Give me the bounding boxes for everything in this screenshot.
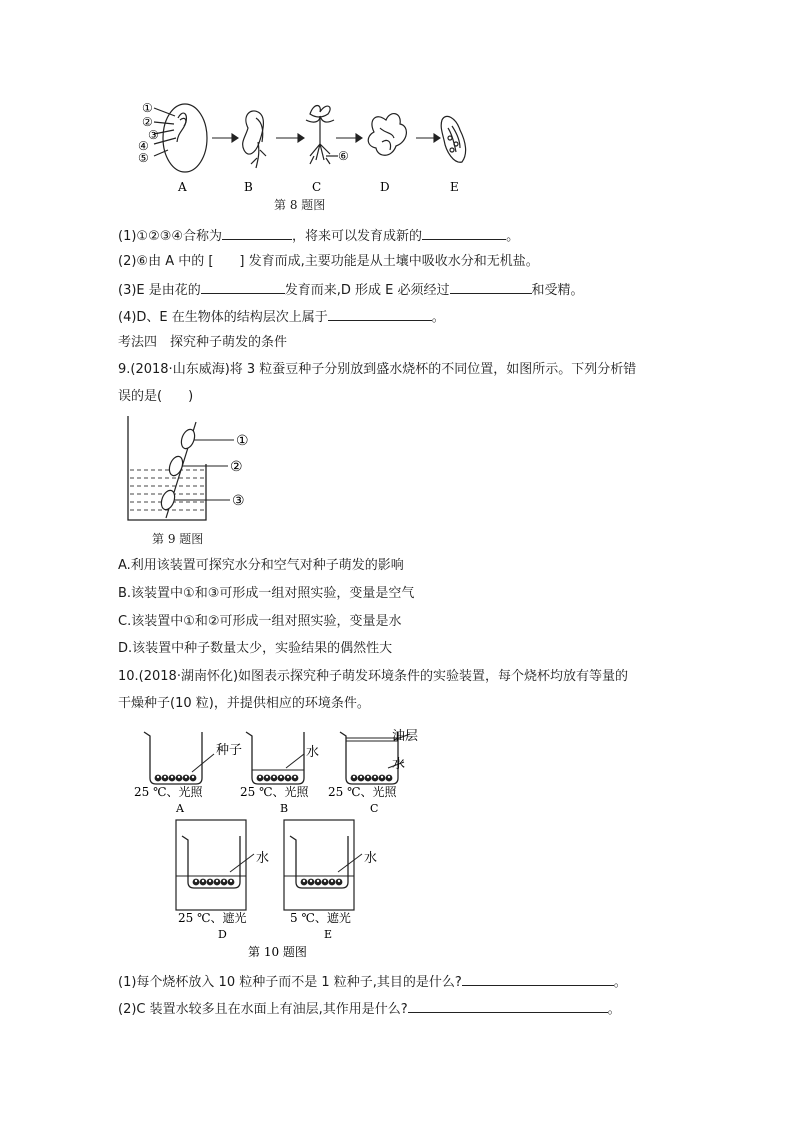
fig9-label-1: ① (236, 433, 249, 449)
q10-stem-line1: 10.(2018·湖南怀化)如图表示探究种子萌发环境条件的实验装置，每个烧杯均放有等量的 (118, 669, 629, 684)
answer-blank[interactable] (450, 280, 532, 294)
fig8-label-5: ⑤ (138, 151, 149, 165)
q10-sub1 (118, 972, 627, 992)
q10-sub2 (118, 999, 621, 1019)
q10-sub1-pre: (1)每个烧杯放入 10 粒种子而不是 1 粒种子,其目的是什么? (118, 975, 462, 990)
figure-8-caption: 第 8 题图 (274, 198, 326, 212)
answer-blank[interactable] (408, 999, 608, 1013)
fig8-label-4: ④ (138, 139, 149, 153)
q8-sub4 (118, 307, 445, 327)
q8-sub1-pre: (1)①②③④合称为 (118, 229, 223, 244)
q9-option-d[interactable]: D.该装置中种子数量太少，实验结果的偶然性大 (118, 641, 393, 656)
beaker-e (284, 836, 362, 888)
fig8-letter-e: E (450, 180, 459, 194)
fig10-cond-e: 5 ℃、遮光 (290, 911, 351, 925)
fig8-letter-a: A (178, 180, 187, 194)
q8-sub1-mid: ，将来可以发育成新的 (292, 229, 423, 244)
fig10-water-label-c: 水 (392, 757, 406, 772)
figure-9-diagram (122, 414, 262, 524)
fig9-label-3: ③ (232, 493, 245, 509)
fig8-label-3: ③ (148, 128, 159, 142)
answer-blank[interactable] (201, 280, 285, 294)
q10-stem-line2: 干燥种子(10 粒)，并提供相应的环境条件。 (118, 696, 370, 711)
q10-sub1-post: 。 (613, 975, 627, 990)
fig10-cond-a: 25 ℃、光照 (134, 785, 203, 799)
fig10-letter-a: A (176, 802, 184, 815)
dark-box-e (284, 820, 354, 910)
q8-sub4-pre: (4)D、E 在生物体的结构层次上属于 (118, 310, 328, 325)
q9-option-c[interactable]: C.该装置中①和②可形成一组对照实验，变量是水 (118, 614, 402, 629)
fig10-cond-d: 25 ℃、遮光 (178, 911, 247, 925)
seeds (159, 422, 197, 518)
fig10-letter-e: E (324, 928, 333, 941)
q9-stem-line1: 9.(2018·山东威海)将 3 粒蚕豆种子分别放到盛水烧杯的不同位置，如图所示。下列分析错 (118, 362, 637, 377)
fig10-water-label-b: 水 (306, 745, 320, 760)
q8-sub1 (118, 226, 519, 246)
figure-10-caption: 第 10 题图 (248, 945, 307, 958)
q10-sub2-post: 。 (607, 1002, 621, 1017)
fig9-label-2: ② (230, 459, 243, 475)
q9-option-a[interactable]: A.利用该装置可探究水分和空气对种子萌发的影响 (118, 558, 404, 573)
q8-sub2: (2)⑥由 A 中的 [ ] 发育而成,主要功能是从土壤中吸收水分和无机盐。 (118, 254, 539, 269)
stage-c-seedling (306, 106, 338, 165)
fig10-letter-c: C (370, 802, 379, 815)
beaker-b (246, 732, 304, 784)
fig8-label-1: ① (142, 101, 153, 115)
dark-box-d (176, 820, 246, 910)
answer-blank[interactable] (328, 307, 432, 321)
q8-sub3 (118, 280, 584, 300)
answer-blank[interactable] (462, 972, 614, 986)
stage-d-flower (368, 114, 406, 156)
q8-sub4-post: 。 (431, 310, 445, 325)
fig8-label-6: ⑥ (338, 149, 349, 163)
fig10-water-label-e: 水 (364, 851, 378, 866)
fig10-cond-c: 25 ℃、光照 (328, 785, 397, 799)
fig8-letter-c: C (312, 180, 322, 194)
section-heading: 考法四 探究种子萌发的条件 (118, 335, 288, 350)
fig8-letter-d: D (380, 180, 390, 194)
fig10-oil-label: 油层 (392, 729, 419, 744)
q9-stem-line2: 误的是( ) (118, 389, 194, 404)
fig10-cond-b: 25 ℃、光照 (240, 785, 309, 799)
stage-a-seed (154, 104, 207, 172)
q8-sub1-post: 。 (506, 229, 520, 244)
beaker-d (176, 836, 254, 888)
stage-b-germination (243, 111, 266, 168)
fig10-letter-b: B (280, 802, 289, 815)
q8-sub3-pre: (3)E 是由花的 (118, 283, 201, 298)
q10-sub2-pre: (2)C 装置水较多且在水面上有油层,其作用是什么? (118, 1002, 408, 1017)
q8-sub3-post: 和受精。 (531, 283, 584, 298)
beaker-a (144, 732, 214, 784)
fig8-label-2: ② (142, 115, 153, 129)
fig10-letter-d: D (218, 928, 227, 941)
fig8-letter-b: B (244, 180, 253, 194)
figure-8-diagram (130, 98, 490, 198)
q8-sub3-mid: 发育而来,D 形成 E 必须经过 (284, 283, 450, 298)
figure-10-diagram (130, 722, 430, 958)
answer-blank[interactable] (222, 226, 292, 240)
stage-e-fruit (441, 116, 465, 162)
q9-option-b[interactable]: B.该装置中①和③可形成一组对照实验，变量是空气 (118, 586, 415, 601)
fig10-seed-label: 种子 (216, 743, 243, 758)
figure-9-caption: 第 9 题图 (152, 532, 204, 546)
fig10-water-label-d: 水 (256, 851, 270, 866)
answer-blank[interactable] (422, 226, 506, 240)
